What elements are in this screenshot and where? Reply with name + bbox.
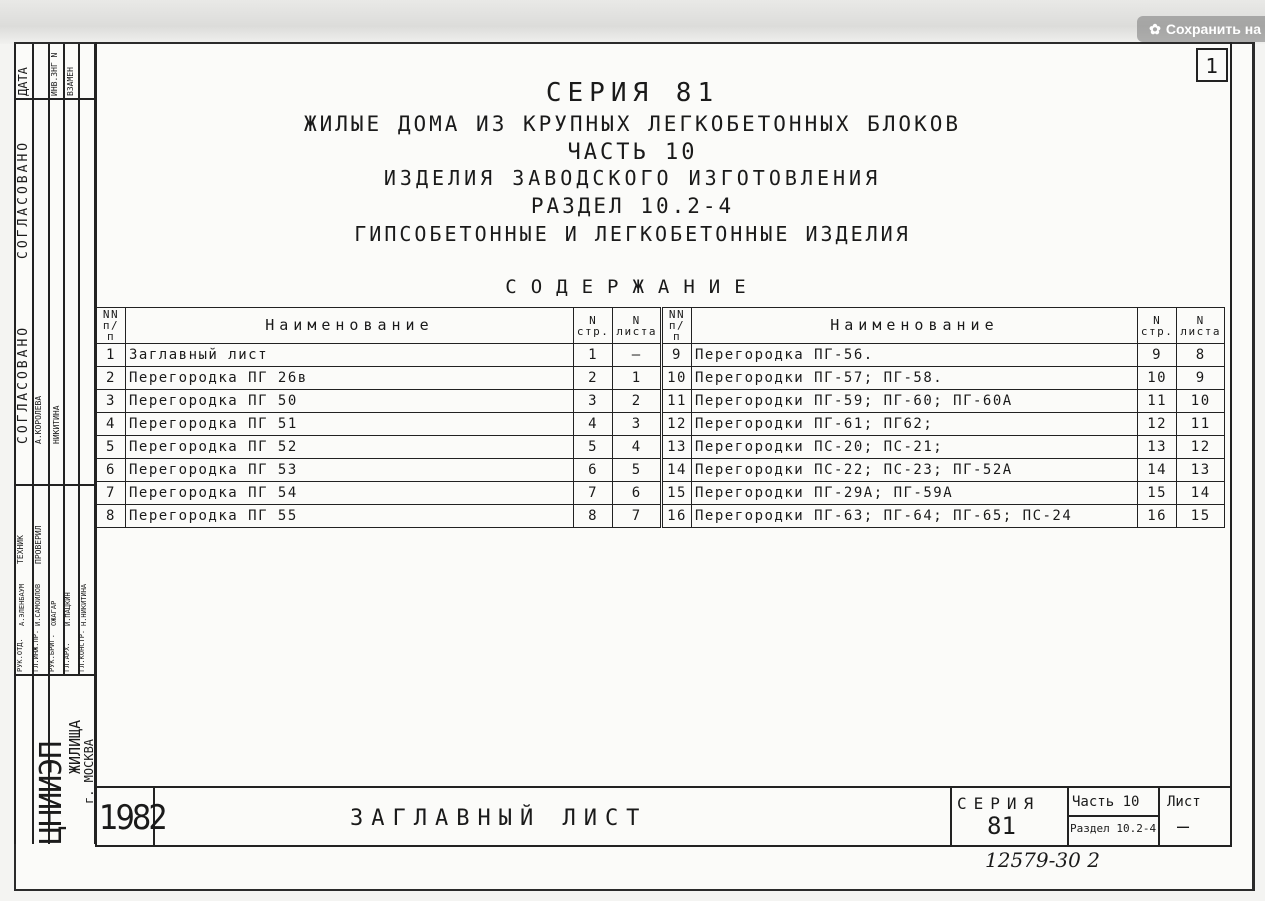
row-sheet: 14 bbox=[1177, 482, 1225, 505]
table-row bbox=[97, 390, 661, 413]
row-sheet: — bbox=[613, 344, 661, 367]
row-number: 14 bbox=[663, 459, 692, 482]
col-sheet: N листа bbox=[1177, 308, 1225, 344]
col-page: N стр. bbox=[573, 308, 613, 344]
row-sheet: 5 bbox=[613, 459, 661, 482]
row-sheet: 4 bbox=[613, 436, 661, 459]
row-name: Перегородка ПГ 26в bbox=[126, 367, 574, 390]
row-sheet: 11 bbox=[1177, 413, 1225, 436]
row-sheet: 2 bbox=[613, 390, 661, 413]
row-number: 4 bbox=[97, 413, 126, 436]
table-row bbox=[663, 344, 1225, 367]
col-page: N стр. bbox=[1137, 308, 1177, 344]
header-line2: ИЗДЕЛИЯ ЗАВОДСКОГО ИЗГОТОВЛЕНИЯ bbox=[383, 166, 882, 190]
row-name: Перегородка ПГ 51 bbox=[126, 413, 574, 436]
table-row bbox=[97, 505, 661, 528]
footer-part: Часть 10 bbox=[1072, 794, 1140, 810]
footer-title: ЗАГЛАВНЫЙ ЛИСТ bbox=[350, 806, 648, 831]
row-sheet: 10 bbox=[1177, 390, 1225, 413]
row-name: Перегородки ПГ-59; ПГ-60; ПГ-60А bbox=[692, 390, 1138, 413]
row-page: 2 bbox=[573, 367, 613, 390]
archive-number: 12579-30 2 bbox=[985, 848, 1100, 872]
sign-row-2: ГЛ.ИНЖ.ПР. bbox=[32, 629, 40, 672]
row-number: 3 bbox=[97, 390, 126, 413]
row-name: Перегородки ПС-22; ПС-23; ПГ-52А bbox=[692, 459, 1138, 482]
row-name: Перегородка ПГ 53 bbox=[126, 459, 574, 482]
year: 1982 bbox=[99, 798, 165, 838]
table-row bbox=[97, 459, 661, 482]
row-name: Перегородки ПГ-63; ПГ-64; ПГ-65; ПС-24 bbox=[692, 505, 1138, 528]
table-row bbox=[97, 436, 661, 459]
row-name: Перегородка ПГ 50 bbox=[126, 390, 574, 413]
title-block bbox=[95, 786, 1232, 845]
sign-name-4: И.ПАЦКИН bbox=[64, 592, 72, 626]
toc-table-left bbox=[96, 307, 661, 528]
org-city: г. МОСКВА bbox=[82, 738, 96, 804]
header-section: РАЗДЕЛ 10.2-4 bbox=[530, 194, 735, 218]
sign-row-1: РУК.ОТД. bbox=[16, 638, 24, 672]
row-number: 15 bbox=[663, 482, 692, 505]
row-number: 16 bbox=[663, 505, 692, 528]
row-sheet: 12 bbox=[1177, 436, 1225, 459]
footer-sheet-value: — bbox=[1177, 814, 1190, 838]
row-page: 7 bbox=[573, 482, 613, 505]
row-page: 11 bbox=[1137, 390, 1177, 413]
row-number: 12 bbox=[663, 413, 692, 436]
row-number: 1 bbox=[97, 344, 126, 367]
side-staff-1: А.КОРОЛЕВА bbox=[34, 395, 43, 444]
side-label-replace: ВЗАМЕН bbox=[66, 67, 75, 96]
side-staff-3: ПРОВЕРИЛ bbox=[34, 525, 43, 564]
sign-row-4: ГЛ.АРХ. bbox=[63, 642, 71, 672]
header-part: ЧАСТЬ 10 bbox=[567, 140, 698, 165]
table-row bbox=[97, 367, 661, 390]
col-sheet: N листа bbox=[613, 308, 661, 344]
sign-row-3: РУК.БРИГ. bbox=[48, 634, 56, 672]
row-number: 2 bbox=[97, 367, 126, 390]
row-number: 11 bbox=[663, 390, 692, 413]
row-number: 7 bbox=[97, 482, 126, 505]
viewer-toolbar bbox=[0, 0, 1265, 44]
row-number: 8 bbox=[97, 505, 126, 528]
row-sheet: 9 bbox=[1177, 367, 1225, 390]
row-name: Перегородки ПС-20; ПС-21; bbox=[692, 436, 1138, 459]
sign-name-2: И.САМОЙЛОВ bbox=[34, 583, 42, 626]
row-sheet: 8 bbox=[1177, 344, 1225, 367]
row-page: 16 bbox=[1137, 505, 1177, 528]
footer-series-label: СЕРИЯ bbox=[957, 794, 1041, 813]
sign-name-3: ОЖАГАР bbox=[50, 600, 58, 626]
row-sheet: 1 bbox=[613, 367, 661, 390]
side-staff-4: ТЕХНИК bbox=[16, 535, 25, 564]
row-name: Перегородка ПГ 55 bbox=[126, 505, 574, 528]
save-button[interactable] bbox=[1137, 16, 1265, 42]
row-page: 1 bbox=[573, 344, 613, 367]
row-page: 8 bbox=[573, 505, 613, 528]
row-page: 14 bbox=[1137, 459, 1177, 482]
col-nn: NN п/п bbox=[97, 308, 126, 344]
row-page: 10 bbox=[1137, 367, 1177, 390]
contents-heading: СОДЕРЖАНИЕ bbox=[505, 276, 760, 298]
org-name: ЦНИИЭП bbox=[34, 741, 69, 844]
row-name: Перегородка ПГ 52 bbox=[126, 436, 574, 459]
footer-section: Раздел 10.2-4 bbox=[1070, 822, 1157, 835]
table-row bbox=[97, 344, 661, 367]
table-row bbox=[663, 367, 1225, 390]
row-number: 10 bbox=[663, 367, 692, 390]
sign-name-1: А.ЭЛЕНБАУМ bbox=[18, 583, 26, 626]
side-label-date: ДАТА bbox=[16, 67, 30, 96]
col-name: Наименование bbox=[692, 308, 1138, 344]
leaf-icon: ✿ bbox=[1149, 20, 1161, 37]
series-title: СЕРИЯ 81 bbox=[545, 78, 720, 108]
row-page: 4 bbox=[573, 413, 613, 436]
sign-name-5: Н.НИКИТИНА bbox=[80, 583, 88, 626]
header-line1: ЖИЛЫЕ ДОМА ИЗ КРУПНЫХ ЛЕГКОБЕТОННЫХ БЛОКОВ bbox=[303, 112, 961, 136]
col-nn: NN п/п bbox=[663, 308, 692, 344]
table-row bbox=[97, 413, 661, 436]
side-label-inv: ИНВ.ЗНГ N bbox=[50, 52, 59, 96]
footer-sheet-label: Лист bbox=[1167, 794, 1201, 810]
row-page: 9 bbox=[1137, 344, 1177, 367]
table-row bbox=[663, 436, 1225, 459]
side-agreed-2: СОГЛАСОВАНО bbox=[16, 324, 31, 444]
row-number: 5 bbox=[97, 436, 126, 459]
toc-table-right bbox=[662, 307, 1225, 528]
header-line3: ГИПСОБЕТОННЫЕ И ЛЕГКОБЕТОННЫЕ ИЗДЕЛИЯ bbox=[354, 222, 911, 246]
row-sheet: 6 bbox=[613, 482, 661, 505]
row-page: 12 bbox=[1137, 413, 1177, 436]
row-number: 13 bbox=[663, 436, 692, 459]
table-row bbox=[663, 482, 1225, 505]
org-sub: ЖИЛИЩА bbox=[66, 719, 84, 774]
row-sheet: 3 bbox=[613, 413, 661, 436]
row-name: Перегородки ПГ-29А; ПГ-59А bbox=[692, 482, 1138, 505]
table-row bbox=[663, 459, 1225, 482]
row-sheet: 15 bbox=[1177, 505, 1225, 528]
row-name: Заглавный лист bbox=[126, 344, 574, 367]
side-agreed-1: СОГЛАСОВАНО bbox=[16, 139, 31, 259]
side-stamp bbox=[14, 44, 95, 844]
table-row bbox=[663, 505, 1225, 528]
table-row bbox=[663, 413, 1225, 436]
row-name: Перегородка ПГ-56. bbox=[692, 344, 1138, 367]
row-name: Перегородки ПГ-61; ПГ62; bbox=[692, 413, 1138, 436]
row-number: 6 bbox=[97, 459, 126, 482]
row-page: 5 bbox=[573, 436, 613, 459]
col-name: Наименование bbox=[126, 308, 574, 344]
side-staff-2: НИКИТИНА bbox=[52, 405, 61, 444]
row-sheet: 13 bbox=[1177, 459, 1225, 482]
row-number: 9 bbox=[663, 344, 692, 367]
row-page: 15 bbox=[1137, 482, 1177, 505]
row-name: Перегородки ПГ-57; ПГ-58. bbox=[692, 367, 1138, 390]
row-page: 3 bbox=[573, 390, 613, 413]
sign-row-5: ГЛ.КОНСТР. bbox=[78, 629, 86, 672]
table-row bbox=[663, 390, 1225, 413]
row-page: 6 bbox=[573, 459, 613, 482]
row-sheet: 7 bbox=[613, 505, 661, 528]
sheet-number: 1 bbox=[1196, 48, 1228, 82]
table-row bbox=[97, 482, 661, 505]
row-page: 13 bbox=[1137, 436, 1177, 459]
save-label: Сохранить на bbox=[1165, 21, 1261, 37]
row-name: Перегородка ПГ 54 bbox=[126, 482, 574, 505]
footer-series-value: 81 bbox=[987, 812, 1016, 840]
